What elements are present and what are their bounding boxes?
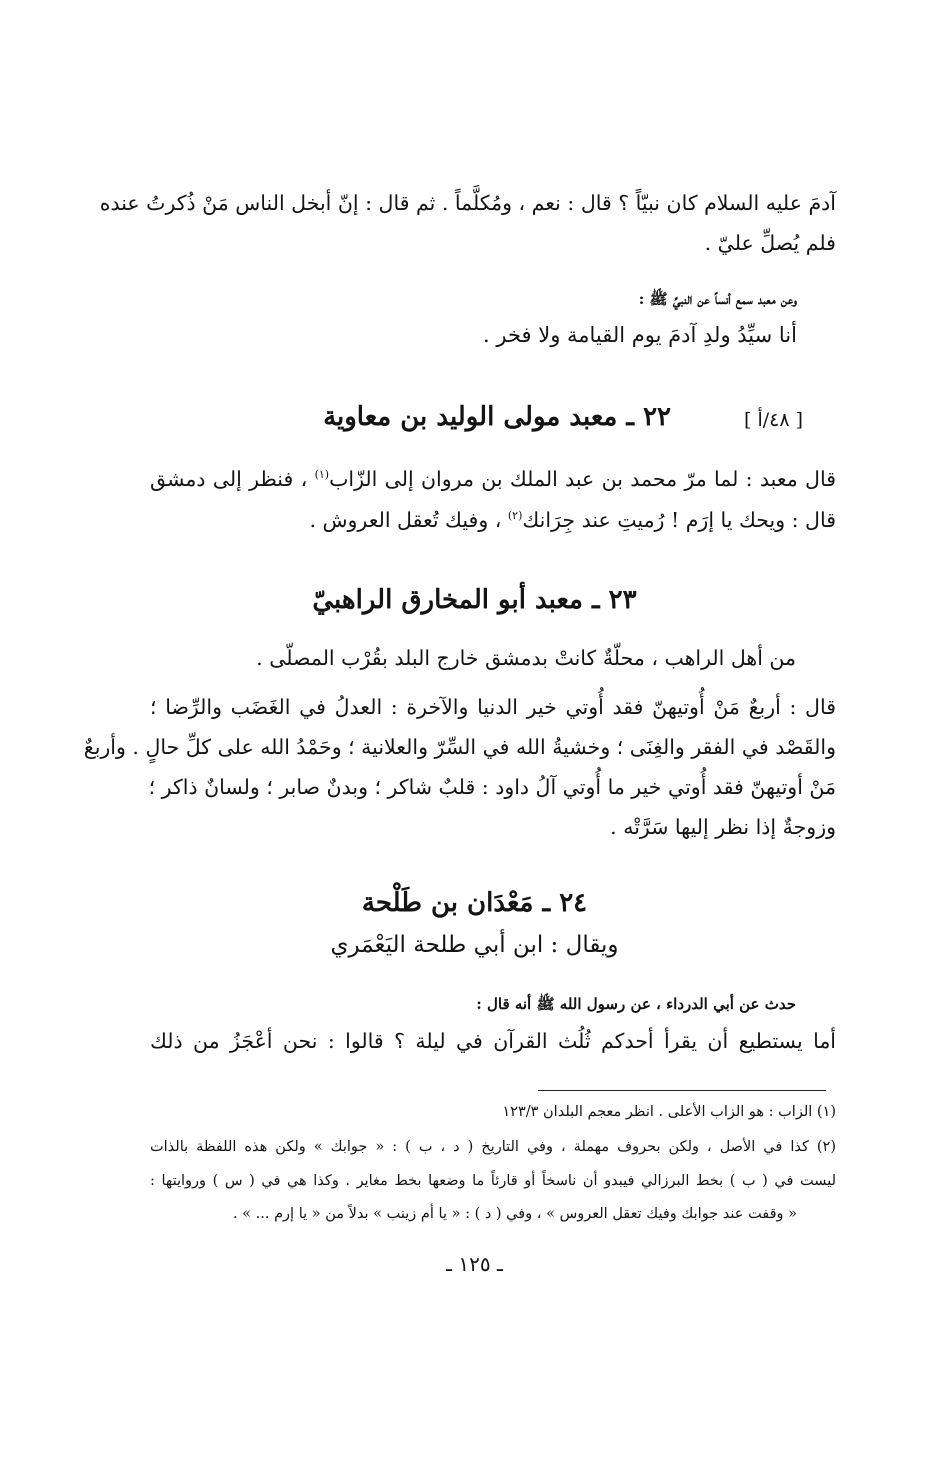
text-line: مَنْ أوتيهنّ فقد أُوتي خير ما أُوتي آلُ داود : قلبٌ شاكر ؛ وبدنٌ صابر ؛ ولسانٌ ذاكر ؛	[148, 775, 836, 799]
text-line: أما يستطيع أن يقرأ أحدكم ثُلُث القرآن في ليلة ؟ قالوا : نحن أعْجَزُ من ذلك	[150, 1029, 836, 1053]
text-line	[150, 505, 836, 535]
text-line: وزوجةٌ إذا نظر إليها سَرَّتْه .	[610, 815, 836, 839]
narration-line: حدث عن أبي الدرداء ، عن رسول الله ﷺ أنه قال :	[476, 995, 796, 1013]
footnote-separator	[538, 1090, 826, 1091]
section-heading-23: ٢٣ ـ معبد أبو المخارق الراهبيّ	[312, 585, 637, 615]
footnote-2-line: ليست في ( ب ) بخط البرزالي فيبدو أن ناسخاً أو قارئاً ما وضعها بخط مغاير . وكذا هي في ( س ) وروايتها :	[150, 1173, 836, 1189]
text-line: آدمَ عليه السلام كان نبيّاً ؟ قال : نعم ، ومُكلَّماً . ثم قال : إنّ أبخل الناس مَنْ ذُكرتُ عنده	[99, 191, 836, 215]
text-line: من أهل الراهب ، محلّةٌ كانتْ بدمشق خارج البلد بقُرْب المصلّى .	[256, 646, 796, 670]
text-segment: ، فنظر إلى دمشق	[150, 467, 315, 491]
folio-marker: [ ٤٨/أ ]	[744, 409, 804, 431]
footnote-2-line: « وقفت عند جوابك وفيك تعقل العروس » ، وفي ( د ) : « يا أم زينب » بدلاً من « يا إرم ... » .	[232, 1206, 797, 1222]
page-number: ـ ١٢٥ ـ	[446, 1252, 503, 1276]
footnote-2-line: (٢) كذا في الأصل ، ولكن بحروف مهملة ، وفي التاريخ ( د ، ب ) : « جوابك » ولكن هذه اللفظة بالذات	[150, 1139, 836, 1155]
footnote-ref: (١)	[314, 468, 330, 482]
hadith-line: أنا سيِّدُ ولدِ آدمَ يوم القيامة ولا فخر .	[483, 323, 797, 347]
narration-line: وعن معبد سمع أنساً عن النبيِّ ﷺ :	[638, 290, 797, 308]
text-line: فلم يُصلِّ عليّ .	[704, 231, 836, 255]
section-heading-24: ٢٤ ـ مَعْدَان بن طَلْحة	[361, 888, 588, 918]
footnote-1: (١) الزاب : هو الزاب الأعلى . انظر معجم البلدان ١٢٣/٣	[502, 1104, 836, 1120]
text-line: والقَصْد في الفقر والغِنَى ؛ وخشيةُ الله في السِّرّ والعلانية ؛ وحَمْدُ الله على كلِّ حالٍ . وأربعٌ	[83, 735, 836, 759]
text-segment: قال معبد : لما مرّ محمد بن عبد الملك بن مروان إلى الزّاب	[329, 467, 836, 491]
text-line	[150, 464, 836, 494]
text-segment: قال : ويحك يا إرَم ! رُميتِ عند جِرَانك	[522, 508, 836, 532]
footnote-ref: (٢)	[507, 509, 523, 523]
text-segment: ، وفيك تُعقل العروش .	[309, 508, 508, 532]
text-line: قال : أربعٌ مَنْ أُوتيهنّ فقد أُوتي خير الدنيا والآخرة : العدلُ في الغَضَب والرِّضا ؛	[150, 695, 836, 719]
section-subheading-24: ويقال : ابن أبي طلحة اليَعْمَري	[330, 932, 619, 958]
section-heading-22: ٢٢ ـ معبد مولى الوليد بن معاوية	[323, 402, 671, 432]
